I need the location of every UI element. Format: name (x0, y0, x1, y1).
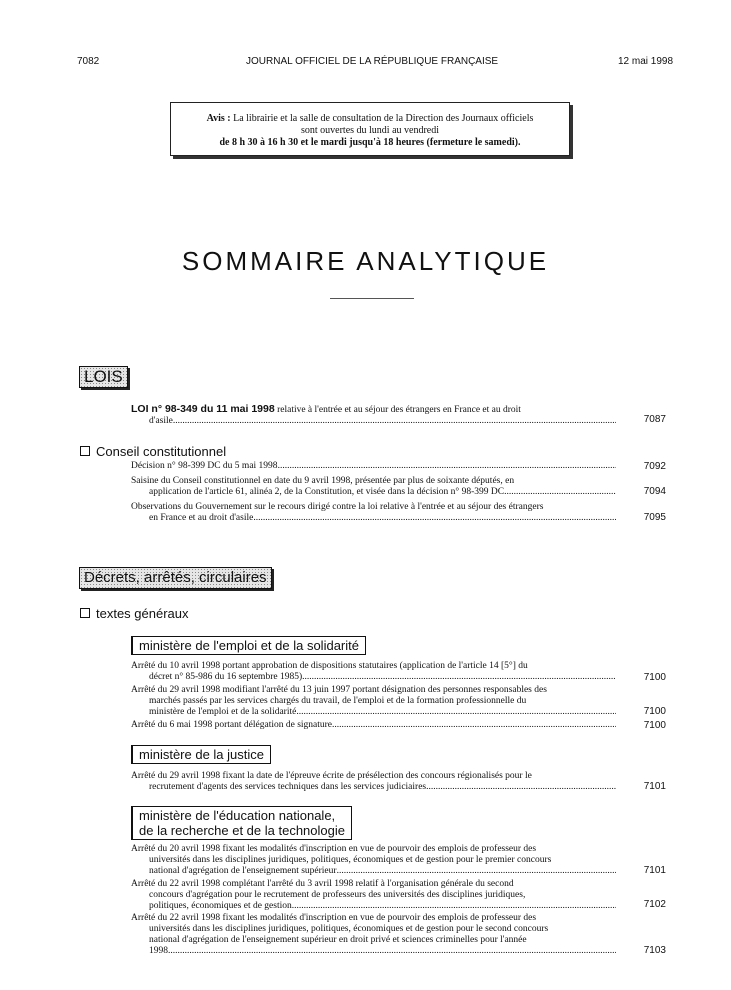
textes-generaux-heading: textes généraux (80, 606, 189, 621)
ministry-line-1: ministère de l'éducation nationale, (139, 808, 336, 823)
loi-entry[interactable] (131, 404, 616, 427)
checkbox-icon (80, 608, 90, 618)
emploi-entry-3[interactable] (131, 720, 616, 731)
leader-dots (302, 672, 616, 683)
page-ref: 7102 (643, 899, 666, 910)
page-ref: 7101 (643, 781, 666, 792)
entry-text-cont: recrutement d'agents des services techniques dans les services judiciaires (149, 782, 427, 792)
entry-text: Observations du Gouvernement sur le recours dirigé contre la loi relative à l'entrée et au séjour des étrangers (131, 502, 544, 512)
leader-dots (168, 946, 616, 957)
leader-dots (504, 487, 616, 498)
entry-text: concours d'agrégation pour le recrutement de professeurs des universités des disciplines juridiques, (149, 890, 526, 900)
ministry-education-heading (131, 806, 352, 840)
entry-text: marchés passés par les services chargés du travail, de l'emploi et de la formation professionnelle du (149, 696, 527, 706)
entry-text-cont: ministère de l'emploi et de la solidarité (149, 707, 297, 717)
leader-dots (332, 720, 616, 731)
notice-line-2: sont ouvertes du lundi au vendredi (300, 125, 440, 136)
entry-text-cont: décret n° 85-986 du 16 septembre 1985) (149, 672, 303, 682)
entry-text-cont: national d'agrégation de l'enseignement supérieur (149, 866, 337, 876)
entry-text: Arrêté du 29 avril 1998 modifiant l'arrêté du 13 juin 1997 portant désignation des personnes responsables des (131, 685, 547, 695)
page-ref: 7100 (643, 720, 666, 731)
loi-text-cont: d'asile (149, 416, 173, 426)
leader-dots (337, 866, 616, 877)
education-entry-2[interactable] (131, 879, 616, 912)
entry-text: Arrêté du 10 avril 1998 portant approbation de dispositions statutaires (application de l'article 14 [5°] du (131, 661, 528, 671)
page-title: SOMMAIRE ANALYTIQUE (181, 246, 550, 276)
ministry-emploi-heading: ministère de l'emploi et de la solidarité (131, 636, 366, 655)
ministry-line-2: de la recherche et de la technologie (139, 823, 345, 838)
notice-line-1: La librairie et la salle de consultation de la Direction des Journaux officiels (233, 113, 534, 124)
page-ref: 7100 (643, 706, 666, 717)
emploi-entry-2[interactable] (131, 685, 616, 718)
loi-reference: LOI n° 98-349 du 11 mai 1998 (131, 403, 275, 415)
entry-text: universités dans les disciplines juridiques, politiques, économiques et de gestion pour le second concours (149, 924, 549, 934)
conseil-entry-1[interactable] (131, 461, 616, 472)
conseil-heading: Conseil constitutionnel (80, 444, 226, 459)
page-ref: 7095 (643, 512, 666, 523)
entry-text: Arrêté du 6 mai 1998 portant délégation de signature (131, 720, 333, 730)
decrets-heading: Décrets, arrêtés, circulaires (79, 567, 272, 589)
opening-hours-notice (170, 102, 570, 156)
page-ref: 7101 (643, 865, 666, 876)
entry-text: Arrêté du 22 avril 1998 complétant l'arrêté du 3 avril 1998 relatif à l'organisation générale du second (131, 879, 514, 889)
entry-text: Saisine du Conseil constitutionnel en date du 9 avril 1998, présentée par plus de soixante députés, en (131, 476, 515, 486)
notice-label: Avis : (206, 113, 231, 124)
entry-text-cont: application de l'article 61, alinéa 2, de la Constitution, et visée dans la décision n° 98-399 DC (149, 487, 505, 497)
leader-dots (296, 707, 616, 718)
leader-dots (278, 461, 616, 472)
conseil-entry-3[interactable] (131, 502, 616, 524)
entry-text: national d'agrégation de l'enseignement supérieur en droit privé et sciences criminelles pour l'année (149, 935, 527, 945)
loi-text: relative à l'entrée et au séjour des étrangers en France et au droit (277, 405, 521, 415)
education-entry-1[interactable] (131, 844, 616, 877)
journal-title: JOURNAL OFFICIEL DE LA RÉPUBLIQUE FRANÇAISE (246, 56, 499, 67)
notice-line-3: de 8 h 30 à 16 h 30 et le mardi jusqu'à 18 heures (fermeture le samedi). (219, 137, 521, 148)
education-entry-3[interactable] (131, 913, 616, 957)
entry-text: Arrêté du 29 avril 1998 fixant la date de l'épreuve écrite de présélection des concours régionalisés pour le (131, 771, 532, 781)
entry-text-cont: 1998 (149, 946, 168, 956)
ministry-justice-heading: ministère de la justice (131, 745, 271, 764)
title-divider (330, 298, 414, 299)
justice-entry-1[interactable] (131, 771, 616, 793)
page-ref: 7100 (643, 672, 666, 683)
checkbox-icon (80, 446, 90, 456)
entry-text: universités dans les disciplines juridiques, politiques, économiques et de gestion pour le premier concours (149, 855, 552, 865)
leader-dots (253, 513, 616, 524)
conseil-entry-2[interactable] (131, 476, 616, 498)
page-ref: 7087 (643, 414, 666, 425)
entry-text: Arrêté du 22 avril 1998 fixant les modalités d'inscription en vue de pourvoir des emplois de professeur des (131, 913, 537, 923)
entry-text-cont: en France et au droit d'asile (149, 513, 254, 523)
page-ref: 7094 (643, 486, 666, 497)
page-number: 7082 (77, 56, 100, 67)
page-ref: 7103 (643, 945, 666, 956)
page-ref: 7092 (643, 461, 666, 472)
leader-dots (292, 901, 616, 912)
entry-text: Arrêté du 20 avril 1998 fixant les modalités d'inscription en vue de pourvoir des emplois de professeur des (131, 844, 537, 854)
issue-date: 12 mai 1998 (618, 56, 674, 67)
leader-dots (426, 782, 616, 793)
emploi-entry-1[interactable] (131, 661, 616, 683)
entry-text-cont: politiques, économiques et de gestion (149, 901, 292, 911)
leader-dots (173, 416, 616, 427)
entry-text: Décision n° 98-399 DC du 5 mai 1998 (131, 461, 278, 471)
lois-heading: LOIS (79, 366, 128, 388)
